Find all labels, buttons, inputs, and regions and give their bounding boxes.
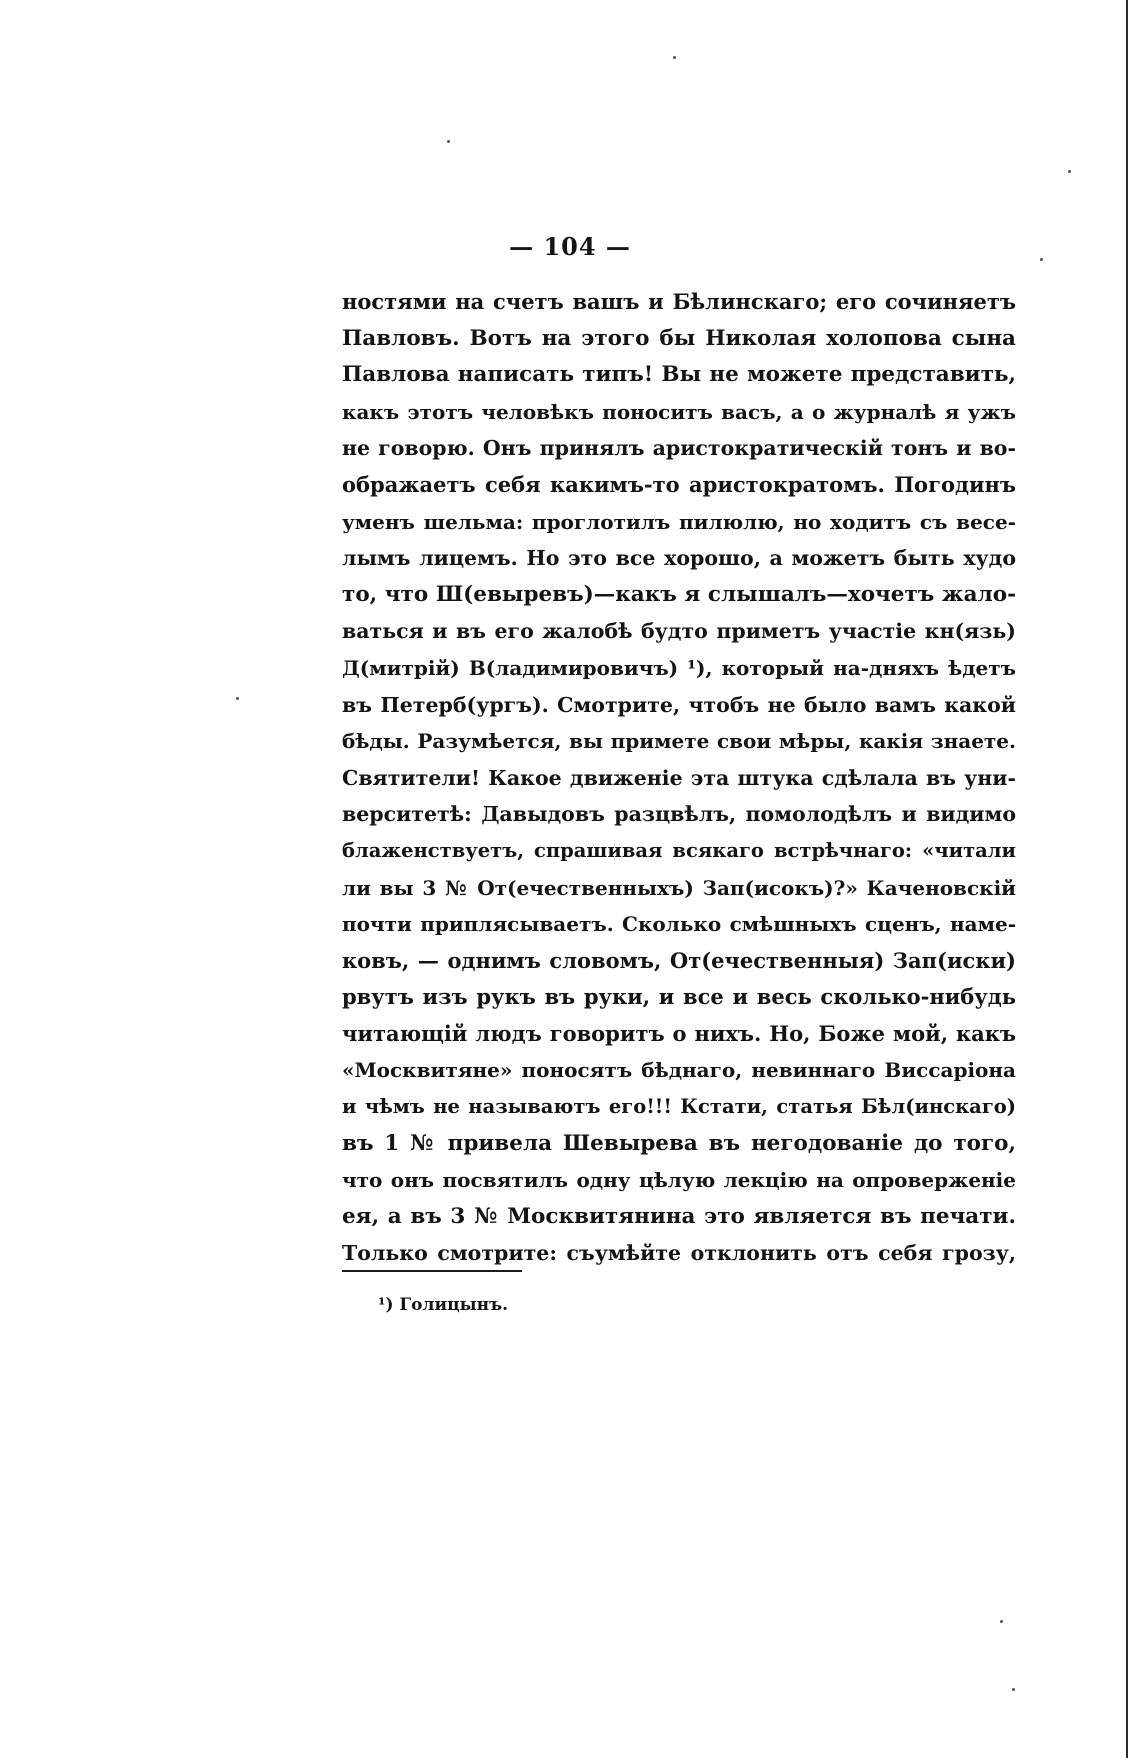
text-line: въ Петерб(ургъ). Смотрите, чтобъ не было вамъ какой: [342, 692, 1016, 717]
page-edge-line: [1126, 0, 1128, 1758]
text-line: блаженствуетъ, спрашивая всякаго встрѣчнаго: «читали: [342, 838, 1016, 862]
scan-speck: [1000, 1620, 1003, 1623]
text-line: Святители! Какое движеніе эта штука сдѣлала въ уни-: [342, 765, 1016, 790]
scan-speck: [236, 697, 239, 700]
scan-speck: [673, 56, 676, 59]
text-line: читающій людъ говоритъ о нихъ. Но, Боже мой, какъ: [342, 1020, 1016, 1046]
text-line: ковъ, — однимъ словомъ, От(ечественныя) Зап(иски): [342, 947, 1016, 973]
text-line: Павловъ. Вотъ на этого бы Николая холопова сына: [342, 325, 1016, 351]
text-line: ея, а въ 3 № Москвитянина это является въ печати.: [342, 1203, 1016, 1229]
text-line: не говорю. Онъ принялъ аристократическій тонъ и во-: [342, 436, 1016, 461]
text-line: и чѣмъ не называютъ его!!! Кстати, статья Бѣл(инскаго): [342, 1095, 1016, 1119]
footnote: ¹) Голицынъ.: [378, 1295, 509, 1315]
text-line: ображаетъ себя какимъ-то аристократомъ. Погодинъ: [342, 471, 1016, 497]
text-line: въ 1 № привела Шевырева въ негодованіе до того,: [342, 1130, 1016, 1156]
text-line: Д(митрій) В(ладимировичъ) ¹), который на-дняхъ ѣдетъ: [342, 655, 1016, 680]
footnote-rule: [342, 1270, 522, 1272]
text-line: «Москвитяне» поносятъ бѣднаго, невиннаго Виссаріона: [342, 1058, 1016, 1083]
text-line: то, что Ш(евыревъ)—какъ я слышалъ—хочетъ жало-: [342, 581, 1016, 607]
text-line: почти приплясываетъ. Сколько смѣшныхъ сценъ, наме-: [342, 912, 1016, 937]
text-line: лымъ лицемъ. Но это все хорошо, а можетъ быть худо: [342, 546, 1016, 571]
text-line: ваться и въ его жалобѣ будто приметъ участіе кн(язь): [342, 619, 1016, 644]
text-line: Павлова написать типъ! Вы не можете представить,: [342, 362, 1016, 388]
page-number: — 104 —: [509, 232, 631, 261]
scan-speck: [1040, 258, 1043, 261]
scan-speck: [1068, 170, 1071, 173]
text-line: верситетѣ: Давыдовъ разцвѣлъ, помолодѣлъ и видимо: [342, 802, 1016, 827]
text-line: что онъ посвятилъ одну цѣлую лекцію на опроверженіе: [342, 1168, 1016, 1193]
text-line: рвутъ изъ рукъ въ руки, и все и весь сколько-нибудь: [342, 984, 1016, 1010]
scan-speck: [447, 140, 450, 143]
text-line: бѣды. Разумѣется, вы примете свои мѣры, какія знаете.: [342, 729, 1016, 754]
text-line: Только смотрите: съумѣйте отклонить отъ себя грозу,: [342, 1241, 1016, 1266]
text-line: уменъ шельма: проглотилъ пилюлю, но ходитъ съ весе-: [342, 509, 1016, 534]
text-line: ностями на счетъ вашъ и Бѣлинскаго; его сочиняетъ: [342, 289, 1016, 314]
text-line: какъ этотъ человѣкъ поноситъ васъ, а о журналѣ я ужъ: [342, 399, 1016, 424]
text-line: ли вы 3 № От(ечественныхъ) Зап(исокъ)?» Каченовскій: [342, 875, 1016, 900]
scan-speck: [1012, 1688, 1015, 1691]
body-text: [342, 284, 1016, 1272]
